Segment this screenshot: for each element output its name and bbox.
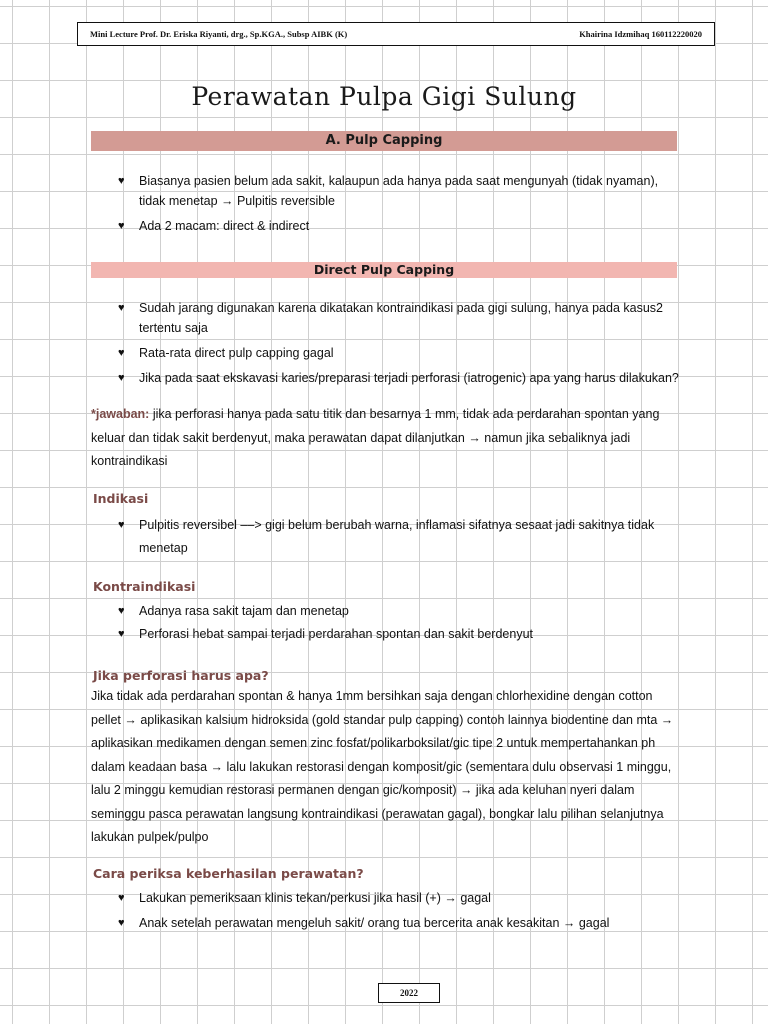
heart-bullet-icon: ♥ [118,892,125,904]
list-item: ♥ Sudah jarang digunakan karena dikatakan kontraindikasi pada gigi sulung, hanya pada kasus2 tertentu saja [118,298,680,338]
section-a-heading: A. Pulp Capping [91,131,677,151]
perforasi-paragraph: Jika tidak ada perdarahan spontan & hanya 1mm bersihkan saja dengan chlorhexidine dengan cotton pellet → aplikasikan kalsium hidroksida (gold standar pulp capping) contoh lainnya biodentine dan mta → aplikasikan medikamen dengan semen zinc fosfat/polikarboksilat/gic tipe 2 untuk mempertahankan ph dalam keadaan basa → lalu lakukan restorasi dengan komposit/gic (sementara dulu observasi 1 minggu, lalu 2 minggu kemudian restorasi permanen dengan gic/komposit) → jika ada keluhan nyeri dalam seminggu pasca perawatan langsung kontraindikasi (perawatan gagal), bongkar lalu pilihan selanjutnya lakukan pulpek/pulpo [91,689,674,844]
answer-label: *jawaban: [91,407,150,421]
page-title: Perawatan Pulpa Gigi Sulung [191,82,577,111]
direct-list [118,298,680,393]
indikasi-list [118,514,680,565]
list-item: ♥ Jika pada saat ekskavasi karies/preparasi terjadi perforasi (iatrogenic) apa yang harus dilakukan? [118,368,680,388]
list-item: ♥ Lakukan pemeriksaan klinis tekan/perkusi jika hasil (+) → gagal [118,888,680,908]
header-box [77,22,715,46]
header-author: Khairina Idzmihaq 160112220020 [579,29,702,39]
list-item: ♥ Biasanya pasien belum ada sakit, kalaupun ada hanya pada saat mengunyah (tidak nyaman), tidak menetap → Pulpitis reversible [118,171,680,211]
periksa-heading: Cara periksa keberhasilan perawatan? [93,866,364,881]
list-item: ♥ Perforasi hebat sampai terjadi perdarahan spontan dan sakit berdenyut [118,624,680,644]
list-item: ♥ Anak setelah perawatan mengeluh sakit/ orang tua bercerita anak kesakitan → gagal [118,913,680,933]
direct-pulp-capping-heading: Direct Pulp Capping [91,262,677,278]
header-lecture: Mini Lecture Prof. Dr. Eriska Riyanti, drg., Sp.KGA., Subsp AIBK (K) [90,29,348,39]
list-item: ♥ Adanya rasa sakit tajam dan menetap [118,601,680,621]
footer-year: 2022 [378,983,440,1003]
heart-bullet-icon: ♥ [118,917,125,929]
periksa-list [118,888,680,938]
heart-bullet-icon: ♥ [118,302,125,314]
list-item: ♥ Pulpitis reversibel ––> gigi belum berubah warna, inflamasi sifatnya sesaat jadi sakitnya tidak menetap [118,514,680,560]
perforasi-heading: Jika perforasi harus apa? [93,668,269,683]
heart-bullet-icon: ♥ [118,372,125,384]
heart-bullet-icon: ♥ [118,175,125,187]
kontraindikasi-list [118,601,680,649]
answer-paragraph [91,403,681,474]
heart-bullet-icon: ♥ [118,628,125,640]
indikasi-heading: Indikasi [93,491,149,506]
kontraindikasi-heading: Kontraindikasi [93,579,196,594]
heart-bullet-icon: ♥ [118,220,125,232]
heart-bullet-icon: ♥ [118,347,125,359]
heart-bullet-icon: ♥ [118,519,125,531]
list-item: ♥ Rata-rata direct pulp capping gagal [118,343,680,363]
list-item: ♥ Ada 2 macam: direct & indirect [118,216,680,236]
section-a-list [118,171,680,241]
answer-text: jika perforasi hanya pada satu titik dan besarnya 1 mm, tidak ada perdarahan spontan yang keluar dan tidak sakit berdenyut, maka perawatan dapat dilanjutkan → namun jika sebaliknya jadi kontraindikasi [91,407,660,468]
heart-bullet-icon: ♥ [118,605,125,617]
